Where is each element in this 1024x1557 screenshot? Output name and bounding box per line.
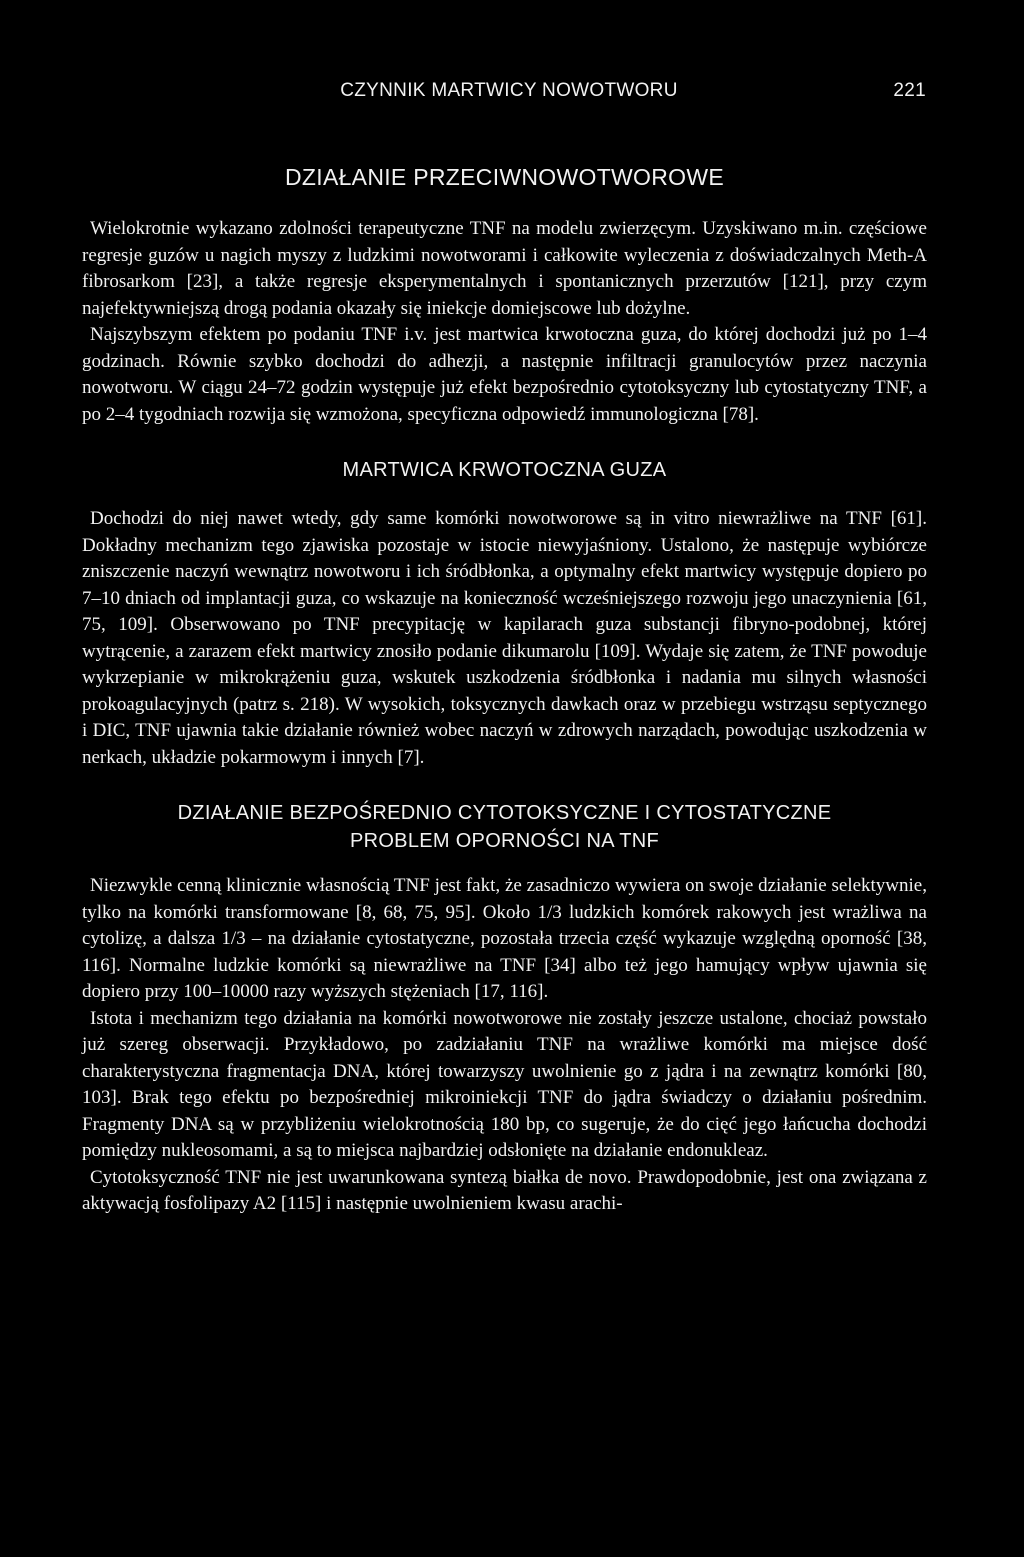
section-heading-text: DZIAŁANIE BEZPOŚREDNIO CYTOTOKSYCZNE I CYTOSTATYCZNE PROBLEM OPORNOŚCI NA TNF [177,802,832,852]
paragraph: Niezwykle cenną klinicznie własnością TNF jest fakt, że zasadniczo wywiera on swoje działanie selektywnie, tylko na komórki transformowane [8, 68, 75, 95]. Około 1/3 ludzkich komórek rakowych jest wrażliwa na cytolizę, a dalsza 1/3 – na działanie cytostatyczne, pozostała trzecia część wykazuje względną oporność [38, 116]. Normalne ludzkie komórki są niewrażliwe na TNF [34] albo też jego hamujący wpływ ujawnia się dopiero przy 100–10000 razy wyższych stężeniach [17, 116]. [82,875,927,1002]
paragraph: Dochodzi do niej nawet wtedy, gdy same komórki nowotworowe są in vitro niewrażliwe na TNF [61]. Dokładny mechanizm tego zjawiska pozostaje w istocie niewyjaśniony. Ustalono, że następuje wybiórcze zniszczenie naczyń wewnątrz nowotworu i ich śródbłonka, a optymalny efekt martwicy występuje dopiero po 7–10 dniach od implantacji guza, co wskazuje na konieczność wcześniejszego rozwoju jego unaczynienia [61, 75, 109]. Obserwowano po TNF precypitację w kapilarach guza substancji fibryno-podobnej, której wytrącenie, a zarazem efekt martwicy znosiło podanie dikumarolu [109]. Wydaje się zatem, że TNF powoduje wykrzepianie w mikrokrążeniu guza, wskutek uszkodzenia śródbłonka i nadania mu silnych własności prokoagulacyjnych (patrz s. 218). W wysokich, toksycznych dawkach oraz w przebiegu wstrząsu septycznego i DIC, TNF ujawnia takie działanie również wobec naczyń w zdrowych narządach, powodując uszkodzenia w nerkach, układzie pokarmowym i innych [7]. [82,508,927,768]
paragraph: Wielokrotnie wykazano zdolności terapeutyczne TNF na modelu zwierzęcym. Uzyskiwano m.in. częściowe regresje guzów u nagich myszy z ludzkimi nowotworami i całkowite wyleczenia z doświadczalnych Meth-A fibrosarkom [23], a także regresje eksperymentalnych i spontanicznych przerzutów [121], przy czym najefektywniejszą drogą podania okazały się iniekcje domiejscowe lub dożylne. [82,218,927,319]
section-heading-antitumor: DZIAŁANIE PRZECIWNOWOTWOROWE [285,164,724,190]
running-title: CZYNNIK MARTWICY NOWOTWORU [340,80,678,101]
paragraph: Cytotoksyczność TNF nie jest uwarunkowana syntezą białka de novo. Prawdopodobnie, jest ona związana z aktywacją fosfolipazy A2 [115] i następnie uwolnieniem kwasu arachi- [82,1166,927,1214]
running-header [92,80,926,110]
page-number: 221 [893,80,926,101]
paragraph: Istota i mechanizm tego działania na komórki nowotworowe nie zostały jeszcze ustalone, chociaż powstało już szereg obserwacji. Przykładowo, po zadziałaniu TNF na wrażliwe komórki ma miejsce dość charakterystyczna fragmentacja DNA, której towarzyszy uwolnienie go z jądra i na zewnątrz komórki [80, 103]. Brak tego efektu po bezpośredniej mikroiniekcji TNF do jądra świadczy o działaniu pośrednim. Fragmenty DNA są w przybliżeniu wielokrotnością 180 bp, co sugeruje, że do cięć jego łańcucha dochodzi pomiędzy nukleosomami, a są to miejsca najbardziej odsłonięte na działanie endonukleaz. [82,1007,927,1161]
paragraph: Najszybszym efektem po podaniu TNF i.v. jest martwica krwotoczna guza, do której dochodzi już po 1–4 godzinach. Równie szybko dochodzi do adhezji, a następnie infiltracji granulocytów przez naczynia nowotworu. W ciągu 24–72 godzin występuje już efekt bezpośrednio cytotoksyczny lub cytostatyczny TNF, a po 2–4 tygodniach rozwija się wzmożona, specyficzna odpowiedź immunologiczna [78]. [82,324,927,425]
section-heading-hemorrhagic-necrosis: MARTWICA KRWOTOCZNA GUZA [342,459,667,481]
page-body [82,162,927,1218]
section-heading-cytotoxic-cytostatic [82,799,927,855]
